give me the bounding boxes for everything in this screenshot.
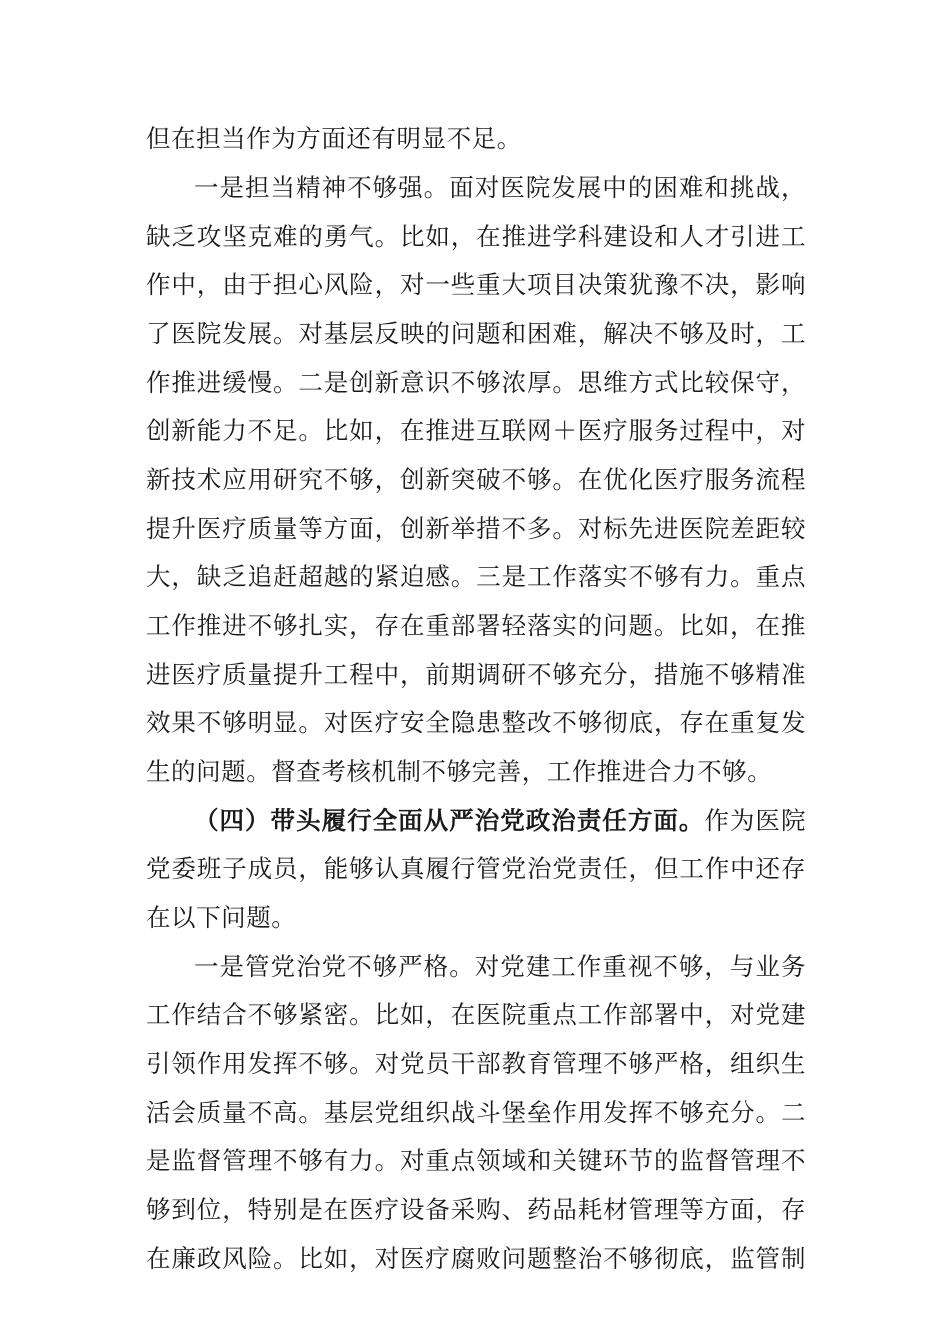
text-line-18: 一是管党治党不够严格。对党建工作重视不够，与业务 [194, 952, 806, 981]
text-line-8: 新技术应用研究不够，创新突破不够。在优化医疗服务流程 [146, 465, 806, 494]
text-line-11: 工作推进不够扎实，存在重部署轻落实的问题。比如，在推 [146, 611, 806, 640]
text-line-5: 了医院发展。对基层反映的问题和困难，解决不够及时，工 [146, 319, 806, 348]
text-line-17: 在以下问题。 [146, 903, 297, 932]
text-line-24: 在廉政风险。比如，对医疗腐败问题整治不够彻底，监管制 [146, 1244, 806, 1273]
text-line-19: 工作结合不够紧密。比如，在医院重点工作部署中，对党建 [146, 1000, 806, 1029]
text-line-20: 引领作用发挥不够。对党员干部教育管理不够严格，组织生 [146, 1049, 806, 1078]
section-heading-line [194, 801, 806, 841]
text-line-16: 党委班子成员，能够认真履行管党治党责任，但工作中还存 [146, 854, 806, 883]
text-line-13: 效果不够明显。对医疗安全隐患整改不够彻底，存在重复发 [146, 708, 806, 737]
text-line-1: 但在担当作为方面还有明显不足。 [146, 124, 522, 153]
text-line-12: 进医疗质量提升工程中，前期调研不够充分，措施不够精准 [146, 660, 806, 689]
text-line-22: 是监督管理不够有力。对重点领域和关键环节的监督管理不 [146, 1146, 806, 1175]
text-line-10: 大，缺乏追赶超越的紧迫感。三是工作落实不够有力。重点 [146, 562, 806, 591]
text-line-21: 活会质量不高。基层党组织战斗堡垒作用发挥不够充分。二 [146, 1098, 806, 1127]
text-line-6: 作推进缓慢。二是创新意识不够浓厚。思维方式比较保守， [146, 368, 806, 397]
text-line-9: 提升医疗质量等方面，创新举措不多。对标先进医院差距较 [146, 514, 806, 543]
text-line-4: 作中，由于担心风险，对一些重大项目决策犹豫不决，影响 [146, 270, 806, 299]
section-heading-continuation: 作为医院 [704, 806, 806, 835]
section-heading: （四）带头履行全面从严治党政治责任方面。 [194, 806, 705, 835]
text-line-2: 一是担当精神不够强。面对医院发展中的困难和挑战， [194, 173, 806, 202]
text-line-3: 缺乏攻坚克难的勇气。比如，在推进学科建设和人才引进工 [146, 222, 806, 251]
text-line-23: 够到位，特别是在医疗设备采购、药品耗材管理等方面，存 [146, 1195, 806, 1224]
text-line-14: 生的问题。督查考核机制不够完善，工作推进合力不够。 [146, 757, 773, 786]
text-line-7: 创新能力不足。比如，在推进互联网＋医疗服务过程中，对 [146, 416, 806, 445]
